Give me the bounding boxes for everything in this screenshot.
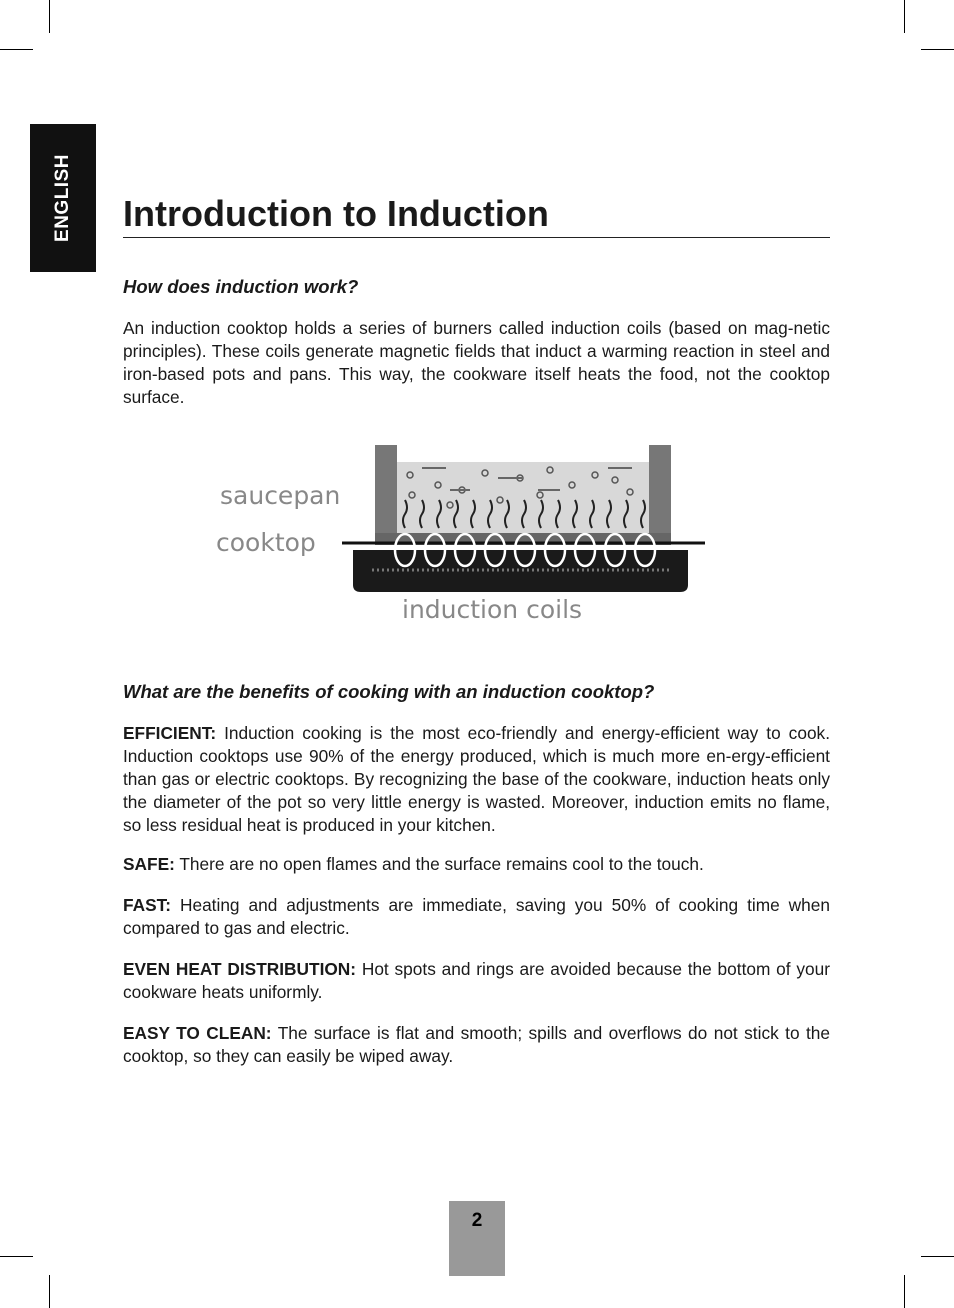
benefit-easy-clean [123,1022,830,1068]
crop-mark [0,49,33,50]
section-heading-how: How does induction work? [123,276,359,297]
page-number: 2 [471,1210,483,1231]
crop-mark [921,49,954,50]
benefit-text: Induction cooking is the most eco-friendly and energy-efficient way to cook. Induction cooktops use 90% of the energy produced, which is much more en-ergy-efficient than gas or electric cooktops. By recognizing the base of the cookware, induction heats only the diameter of the pot so very little energy is wasted. Moreover, induction emits no flame, so less residual heat is produced in your kitchen. [123,723,830,835]
crop-mark [0,1256,33,1257]
benefit-text: Heating and adjustments are immediate, saving you 50% of cooking time when compared to gas and electric. [123,895,830,938]
saucepan-wall-right [649,445,671,545]
crop-mark [921,1256,954,1257]
saucepan-contents [397,462,649,540]
benefit-term: EFFICIENT: [123,723,217,743]
benefit-safe [123,853,830,876]
benefit-term: EASY TO CLEAN: [123,1023,272,1043]
benefit-fast [123,894,830,940]
benefit-term: EVEN HEAT DISTRIBUTION: [123,959,357,979]
label-induction-coils: induction coils [402,595,583,624]
label-saucepan: saucepan [220,481,341,510]
label-cooktop: cooktop [216,528,316,557]
intro-paragraph: An induction cooktop holds a series of burners called induction coils (based on mag-netic principles). These coils generate magnetic fields that induct a warming reaction in steel and iron-based pots and pans. This way, the cookware itself heats the food, not the cooktop surface. [123,318,830,407]
benefit-efficient [123,722,830,837]
benefit-text: There are no open flames and the surface remains cool to the touch. [174,854,704,874]
benefit-text: Hot spots and rings are avoided because the bottom of your cookware heats uniformly. [123,959,830,1002]
page-number-box [449,1201,505,1276]
section-heading-benefits: What are the benefits of cooking with an induction cooktop? [123,681,655,702]
language-tab-label: ENGLISH [52,154,74,242]
benefit-even-heat [123,958,830,1004]
induction-diagram [200,440,720,630]
benefit-text: The surface is flat and smooth; spills and overflows do not stick to the cooktop, so they can easily be wiped away. [123,1023,831,1066]
crop-mark [904,1275,905,1308]
page-title: Introduction to Induction [123,191,830,238]
language-tab [30,124,96,272]
benefit-term: SAFE: [123,854,175,874]
benefit-term: FAST: [123,895,172,915]
crop-mark [49,1275,50,1308]
saucepan-wall-left [375,445,397,545]
crop-mark [904,0,905,33]
crop-mark [49,0,50,33]
